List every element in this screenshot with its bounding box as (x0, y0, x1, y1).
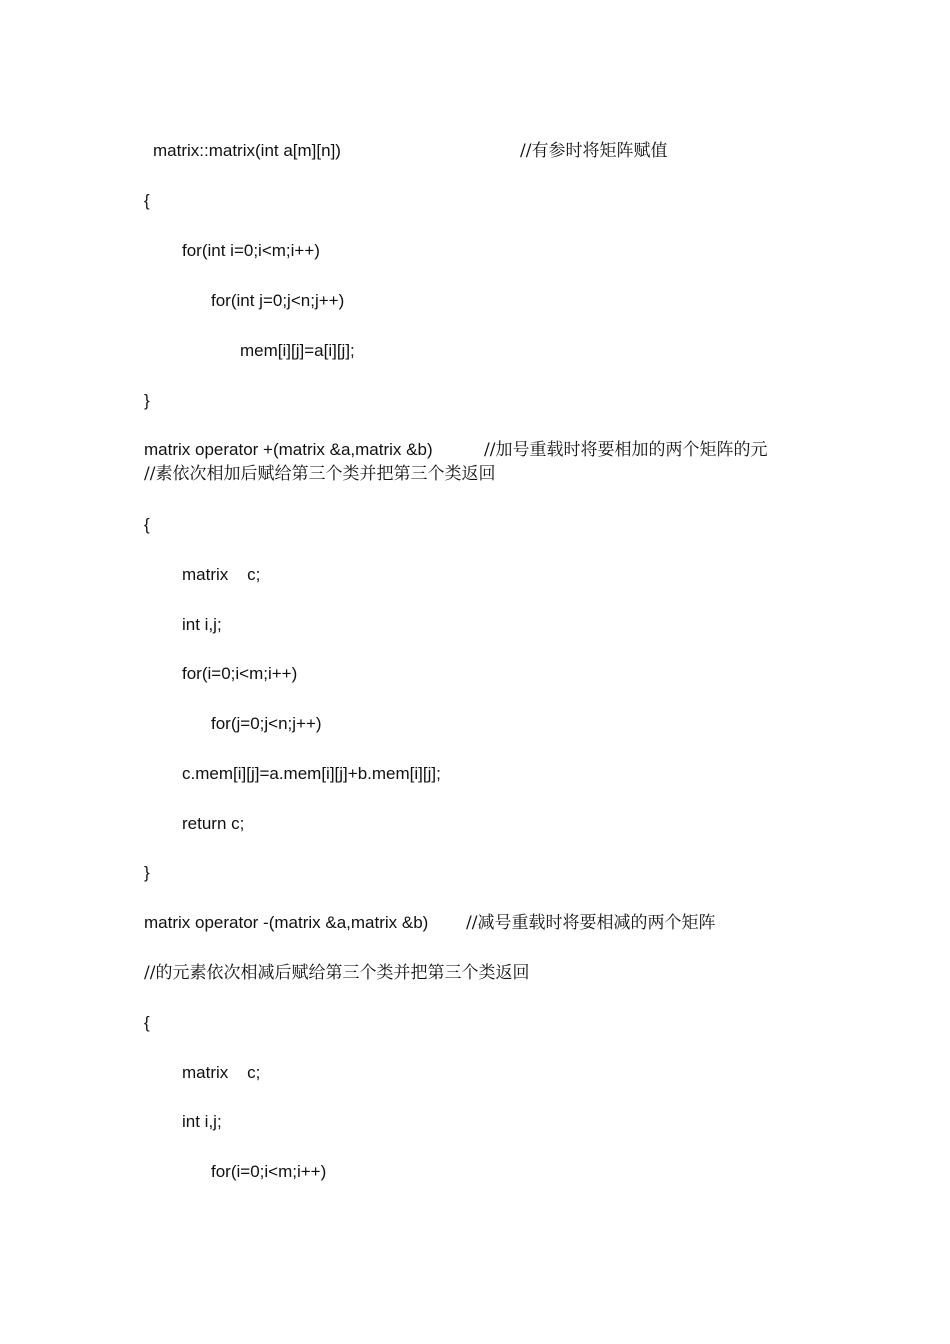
code-line: for(int i=0;i<m;i++) (182, 241, 320, 260)
code-line: for(j=0;j<n;j++) (211, 714, 322, 733)
code-comment: //加号重载时将要相加的两个矩阵的元 (484, 440, 768, 460)
code-line: { (144, 1013, 150, 1032)
code-line: return c; (182, 814, 245, 833)
code-line: matrix c; (182, 565, 261, 584)
code-line: mem[i][j]=a[i][j]; (240, 341, 355, 360)
code-comment: //减号重载时将要相减的两个矩阵 (466, 913, 716, 933)
code-line: for(int j=0;j<n;j++) (211, 291, 345, 310)
code-line: matrix::matrix(int a[m][n]) (153, 141, 341, 160)
code-line: { (144, 515, 150, 534)
code-comment: //素依次相加后赋给第三个类并把第三个类返回 (144, 464, 496, 484)
code-comment: //的元素依次相减后赋给第三个类并把第三个类返回 (144, 963, 530, 983)
code-line: c.mem[i][j]=a.mem[i][j]+b.mem[i][j]; (182, 764, 441, 783)
code-line: for(i=0;i<m;i++) (182, 664, 298, 683)
code-line: } (144, 863, 150, 882)
code-line: for(i=0;i<m;i++) (211, 1162, 327, 1181)
code-line: int i,j; (182, 615, 222, 634)
code-line: { (144, 191, 150, 210)
code-comment: //有参时将矩阵赋值 (520, 141, 668, 161)
code-line: matrix operator +(matrix &a,matrix &b) (144, 440, 433, 459)
code-line: matrix operator -(matrix &a,matrix &b) (144, 913, 429, 932)
code-line: } (144, 391, 150, 410)
code-line: matrix c; (182, 1063, 261, 1082)
code-line: int i,j; (182, 1112, 222, 1131)
